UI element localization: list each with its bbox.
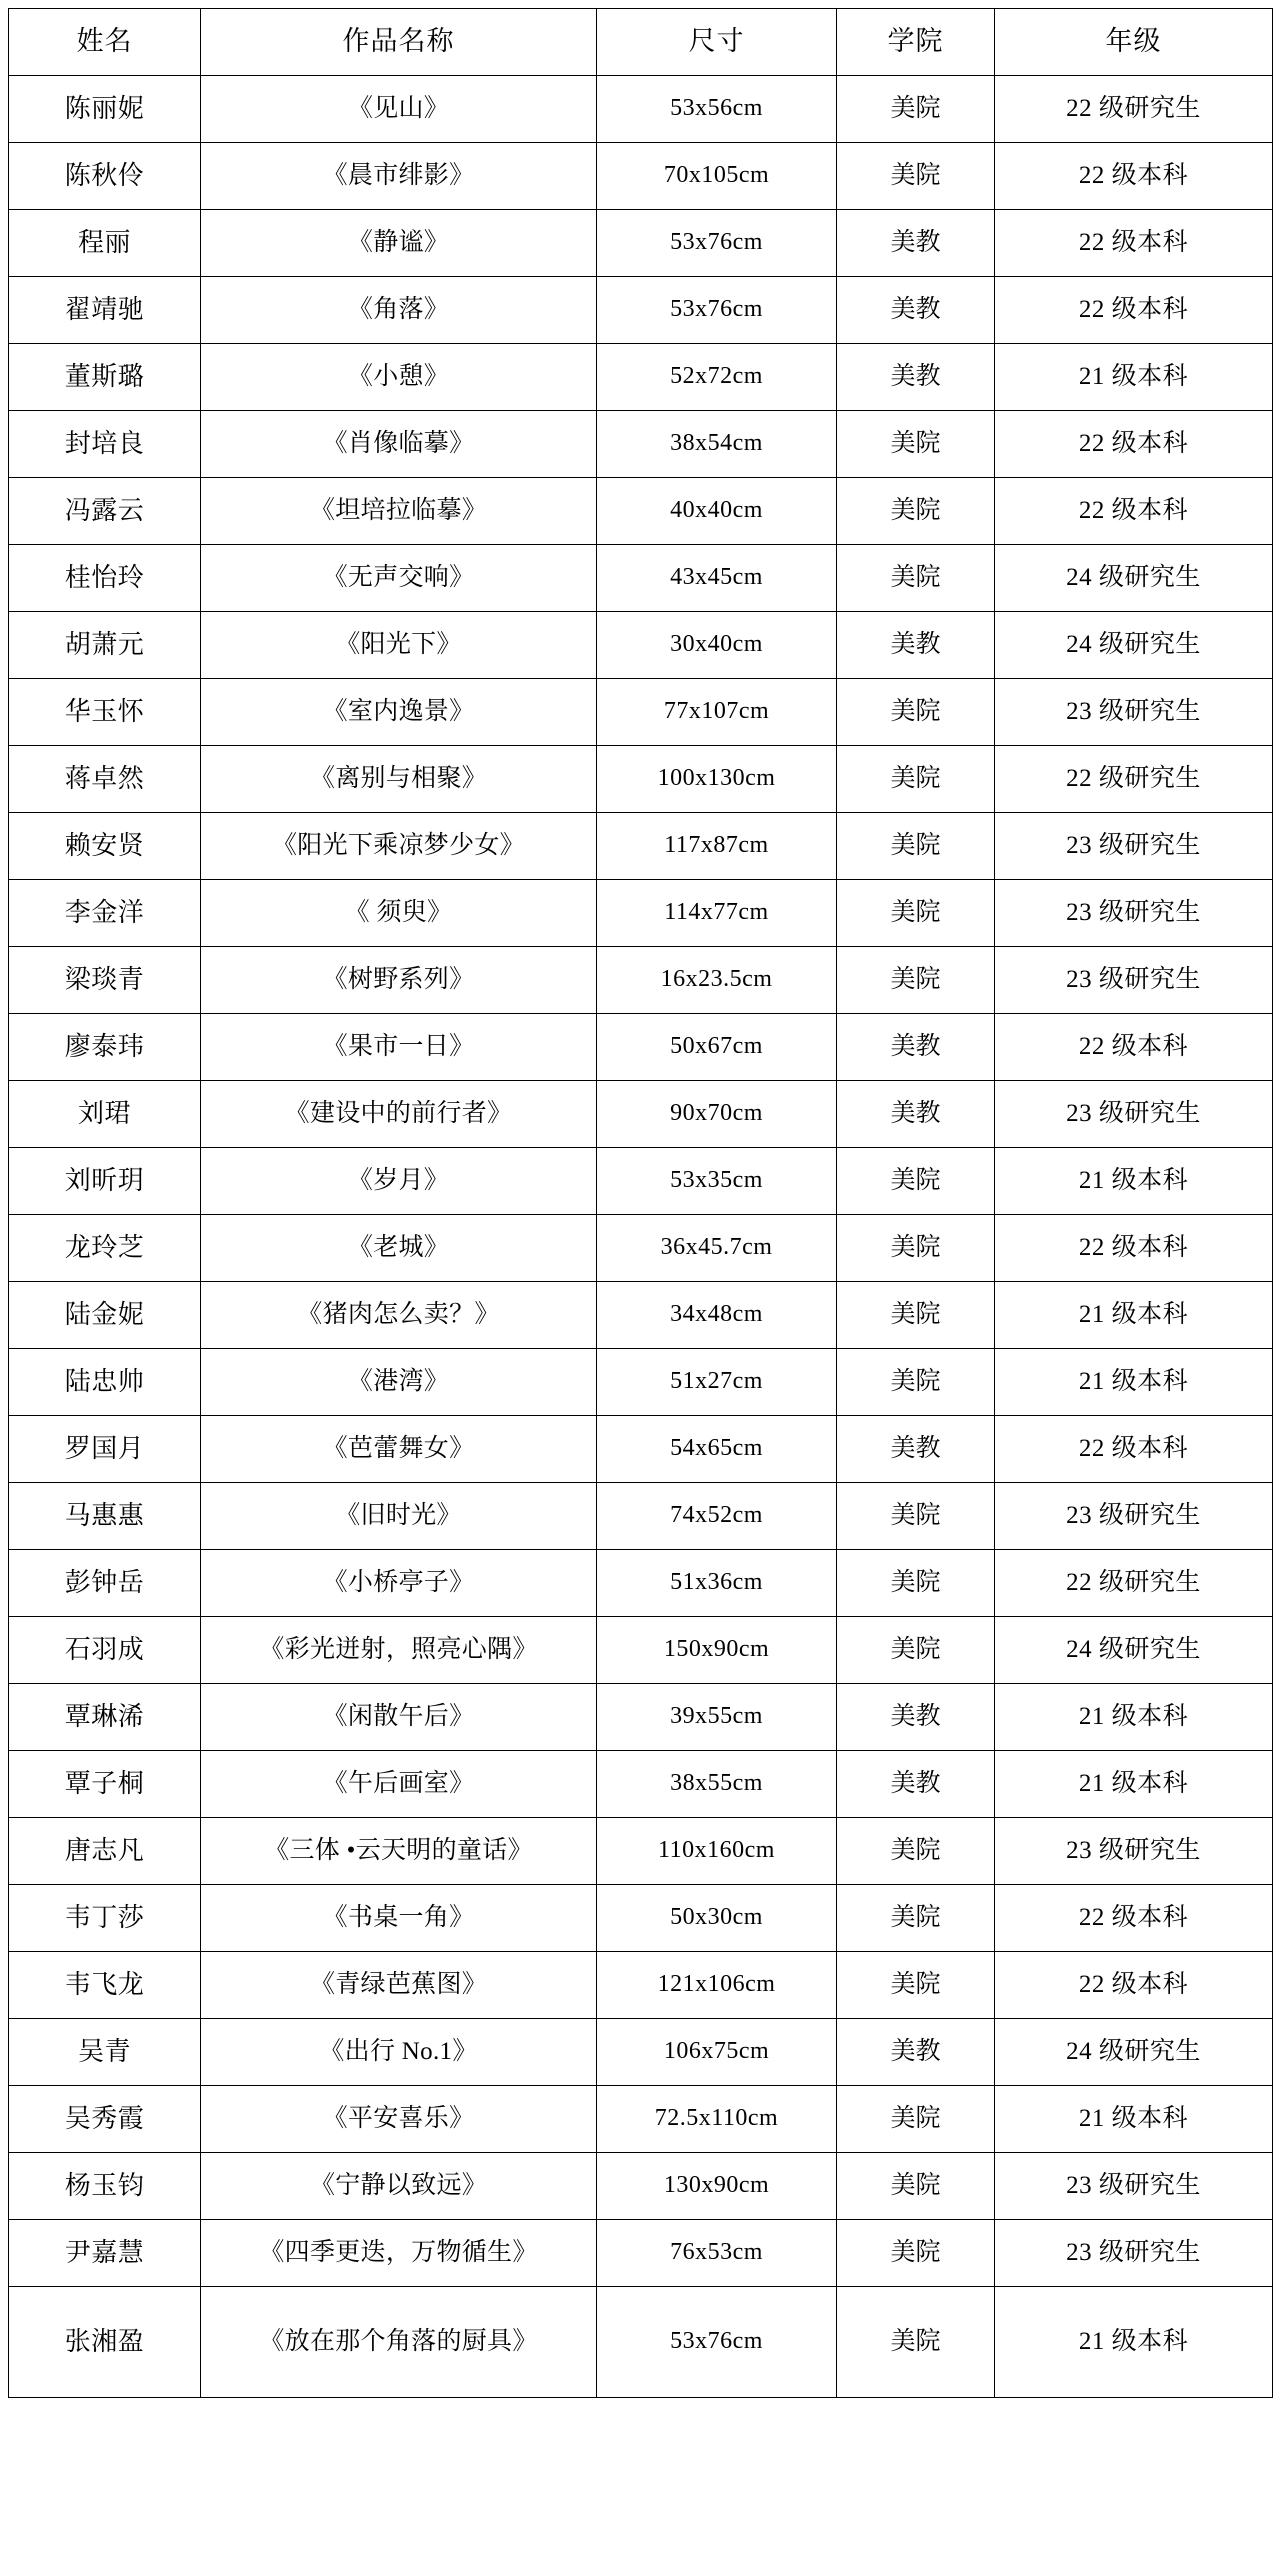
cell-title-text: 《三体 •云天明的童话》	[264, 1836, 533, 1864]
cell-title	[201, 679, 597, 746]
cell-school: 美院	[837, 746, 995, 813]
cell-title	[201, 1952, 597, 2019]
table-row	[9, 210, 1273, 277]
cell-school: 美院	[837, 2153, 995, 2220]
cell-title	[201, 344, 597, 411]
cell-title-text: 《见山》	[347, 94, 450, 122]
cell-size: 74x52cm	[597, 1483, 837, 1550]
cell-title-text: 《放在那个角落的厨具》	[259, 2327, 538, 2355]
cell-size: 51x36cm	[597, 1550, 837, 1617]
table-row	[9, 1081, 1273, 1148]
cell-title-text: 《坦培拉临摹》	[309, 496, 488, 524]
cell-title	[201, 612, 597, 679]
table-row	[9, 2086, 1273, 2153]
cell-name: 程丽	[9, 210, 201, 277]
cell-school: 美院	[837, 1148, 995, 1215]
cell-name: 华玉怀	[9, 679, 201, 746]
table-row	[9, 1550, 1273, 1617]
cell-title-text: 《猪肉怎么卖？》	[297, 1300, 500, 1328]
cell-size: 34x48cm	[597, 1282, 837, 1349]
cell-grade: 21 级本科	[995, 1282, 1273, 1349]
cell-size: 53x76cm	[597, 210, 837, 277]
cell-school: 美院	[837, 1550, 995, 1617]
cell-school: 美院	[837, 411, 995, 478]
cell-name: 龙玲芝	[9, 1215, 201, 1282]
cell-title-text: 《角落》	[347, 295, 450, 323]
cell-school: 美院	[837, 679, 995, 746]
cell-grade: 23 级研究生	[995, 1818, 1273, 1885]
cell-grade: 22 级本科	[995, 1215, 1273, 1282]
cell-title-text: 《书桌一角》	[322, 1903, 475, 1931]
cell-size: 90x70cm	[597, 1081, 837, 1148]
table-header	[9, 9, 1273, 76]
cell-school: 美院	[837, 880, 995, 947]
table-row	[9, 1617, 1273, 1684]
cell-title	[201, 1014, 597, 1081]
table-row	[9, 344, 1273, 411]
cell-size: 54x65cm	[597, 1416, 837, 1483]
cell-title-text: 《肖像临摹》	[322, 429, 475, 457]
cell-name: 翟靖驰	[9, 277, 201, 344]
cell-title	[201, 1483, 597, 1550]
cell-name: 彭钟岳	[9, 1550, 201, 1617]
cell-grade: 24 级研究生	[995, 1617, 1273, 1684]
cell-size: 117x87cm	[597, 813, 837, 880]
cell-title-text: 《平安喜乐》	[322, 2104, 475, 2132]
cell-title	[201, 746, 597, 813]
cell-grade: 22 级研究生	[995, 1550, 1273, 1617]
cell-grade: 21 级本科	[995, 1684, 1273, 1751]
cell-title	[201, 2220, 597, 2287]
cell-title-text: 《彩光迸射，照亮心隅》	[259, 1635, 538, 1663]
table-row	[9, 1416, 1273, 1483]
cell-title-text: 《离别与相聚》	[309, 764, 488, 792]
artwork-table	[8, 8, 1273, 2398]
cell-name: 杨玉钧	[9, 2153, 201, 2220]
cell-name: 唐志凡	[9, 1818, 201, 1885]
cell-name: 尹嘉慧	[9, 2220, 201, 2287]
column-header-grade: 年级	[995, 9, 1273, 76]
cell-title	[201, 2019, 597, 2086]
cell-school: 美院	[837, 1483, 995, 1550]
cell-grade: 24 级研究生	[995, 2019, 1273, 2086]
cell-school: 美院	[837, 1215, 995, 1282]
cell-size: 114x77cm	[597, 880, 837, 947]
cell-title-text: 《芭蕾舞女》	[322, 1434, 475, 1462]
column-header-size: 尺寸	[597, 9, 837, 76]
table-header-row	[9, 9, 1273, 76]
cell-name: 蒋卓然	[9, 746, 201, 813]
cell-grade: 21 级本科	[995, 344, 1273, 411]
cell-title	[201, 143, 597, 210]
cell-size: 38x54cm	[597, 411, 837, 478]
cell-school: 美院	[837, 813, 995, 880]
table-row	[9, 880, 1273, 947]
cell-grade: 24 级研究生	[995, 612, 1273, 679]
cell-school: 美教	[837, 2019, 995, 2086]
cell-school: 美院	[837, 545, 995, 612]
cell-title-text: 《建设中的前行者》	[284, 1099, 513, 1127]
cell-grade: 21 级本科	[995, 1349, 1273, 1416]
cell-school: 美院	[837, 1885, 995, 1952]
cell-name: 覃子桐	[9, 1751, 201, 1818]
cell-grade: 22 级本科	[995, 1885, 1273, 1952]
cell-name: 赖安贤	[9, 813, 201, 880]
cell-school: 美教	[837, 277, 995, 344]
cell-size: 77x107cm	[597, 679, 837, 746]
cell-name: 马惠惠	[9, 1483, 201, 1550]
table-row	[9, 478, 1273, 545]
table-row	[9, 2220, 1273, 2287]
cell-size: 150x90cm	[597, 1617, 837, 1684]
cell-grade: 23 级研究生	[995, 1483, 1273, 1550]
cell-size: 130x90cm	[597, 2153, 837, 2220]
cell-name: 梁琰青	[9, 947, 201, 1014]
cell-school: 美院	[837, 143, 995, 210]
cell-size: 43x45cm	[597, 545, 837, 612]
cell-grade: 21 级本科	[995, 1751, 1273, 1818]
table-row	[9, 1952, 1273, 2019]
cell-title	[201, 813, 597, 880]
cell-title-text: 《 须臾》	[344, 898, 453, 926]
cell-grade: 23 级研究生	[995, 813, 1273, 880]
table-row	[9, 1349, 1273, 1416]
cell-grade: 23 级研究生	[995, 880, 1273, 947]
cell-school: 美院	[837, 2220, 995, 2287]
cell-grade: 22 级本科	[995, 1014, 1273, 1081]
table-row	[9, 2019, 1273, 2086]
table-row	[9, 143, 1273, 210]
cell-title	[201, 2086, 597, 2153]
cell-name: 陈秋伶	[9, 143, 201, 210]
cell-title	[201, 1349, 597, 1416]
cell-title	[201, 1885, 597, 1952]
cell-grade: 22 级本科	[995, 1416, 1273, 1483]
cell-grade: 22 级本科	[995, 1952, 1273, 2019]
cell-grade: 22 级本科	[995, 411, 1273, 478]
cell-grade: 21 级本科	[995, 2287, 1273, 2398]
cell-grade: 23 级研究生	[995, 2220, 1273, 2287]
cell-title	[201, 1751, 597, 1818]
table-row	[9, 545, 1273, 612]
table-row	[9, 76, 1273, 143]
cell-title-text: 《无声交响》	[322, 563, 475, 591]
cell-school: 美教	[837, 612, 995, 679]
cell-title	[201, 210, 597, 277]
cell-title-text: 《青绿芭蕉图》	[309, 1970, 488, 1998]
cell-name: 陆忠帅	[9, 1349, 201, 1416]
cell-grade: 23 级研究生	[995, 2153, 1273, 2220]
table-row	[9, 1885, 1273, 1952]
table-row	[9, 2153, 1273, 2220]
cell-title-text: 《闲散午后》	[322, 1702, 475, 1730]
cell-grade: 21 级本科	[995, 1148, 1273, 1215]
cell-name: 刘昕玥	[9, 1148, 201, 1215]
cell-name: 廖泰玮	[9, 1014, 201, 1081]
table-row	[9, 1818, 1273, 1885]
cell-title	[201, 277, 597, 344]
table-row	[9, 1483, 1273, 1550]
cell-school: 美院	[837, 76, 995, 143]
cell-size: 38x55cm	[597, 1751, 837, 1818]
cell-name: 胡萧元	[9, 612, 201, 679]
cell-name: 石羽成	[9, 1617, 201, 1684]
cell-school: 美教	[837, 344, 995, 411]
cell-size: 72.5x110cm	[597, 2086, 837, 2153]
cell-title-text: 《树野系列》	[322, 965, 475, 993]
cell-title	[201, 478, 597, 545]
cell-title-text: 《静谧》	[347, 228, 450, 256]
cell-title-text: 《旧时光》	[335, 1501, 462, 1529]
cell-size: 53x76cm	[597, 277, 837, 344]
cell-title	[201, 1081, 597, 1148]
table-row	[9, 679, 1273, 746]
cell-size: 110x160cm	[597, 1818, 837, 1885]
cell-grade: 21 级本科	[995, 2086, 1273, 2153]
cell-size: 50x67cm	[597, 1014, 837, 1081]
cell-name: 韦丁莎	[9, 1885, 201, 1952]
cell-title	[201, 2153, 597, 2220]
table-row	[9, 1215, 1273, 1282]
cell-title	[201, 1684, 597, 1751]
cell-size: 52x72cm	[597, 344, 837, 411]
cell-grade: 22 级本科	[995, 277, 1273, 344]
cell-title-text: 《四季更迭，万物循生》	[259, 2238, 538, 2266]
cell-title	[201, 947, 597, 1014]
cell-size: 53x56cm	[597, 76, 837, 143]
cell-title	[201, 1818, 597, 1885]
cell-size: 53x76cm	[597, 2287, 837, 2398]
cell-school: 美院	[837, 2287, 995, 2398]
cell-grade: 22 级研究生	[995, 76, 1273, 143]
cell-size: 76x53cm	[597, 2220, 837, 2287]
cell-title-text: 《宁静以致远》	[309, 2171, 488, 2199]
cell-title-text: 《晨市绯影》	[322, 161, 475, 189]
cell-school: 美教	[837, 1684, 995, 1751]
cell-school: 美教	[837, 1081, 995, 1148]
cell-school: 美教	[837, 210, 995, 277]
table-row	[9, 1014, 1273, 1081]
table-row	[9, 612, 1273, 679]
cell-title-text: 《出行 No.1》	[319, 2037, 478, 2065]
table-row	[9, 1684, 1273, 1751]
cell-size: 16x23.5cm	[597, 947, 837, 1014]
cell-name: 韦飞龙	[9, 1952, 201, 2019]
cell-name: 覃琳浠	[9, 1684, 201, 1751]
cell-title-text: 《港湾》	[347, 1367, 450, 1395]
cell-title-text: 《室内逸景》	[322, 697, 475, 725]
cell-size: 121x106cm	[597, 1952, 837, 2019]
cell-size: 53x35cm	[597, 1148, 837, 1215]
cell-title	[201, 1416, 597, 1483]
cell-name: 罗国月	[9, 1416, 201, 1483]
cell-name: 李金洋	[9, 880, 201, 947]
table-row	[9, 411, 1273, 478]
table-body	[9, 76, 1273, 2398]
cell-title	[201, 1148, 597, 1215]
cell-grade: 23 级研究生	[995, 947, 1273, 1014]
table-row	[9, 1282, 1273, 1349]
cell-title	[201, 1550, 597, 1617]
cell-school: 美院	[837, 1952, 995, 2019]
cell-name: 冯露云	[9, 478, 201, 545]
cell-school: 美院	[837, 1349, 995, 1416]
cell-size: 30x40cm	[597, 612, 837, 679]
cell-size: 100x130cm	[597, 746, 837, 813]
column-header-school: 学院	[837, 9, 995, 76]
cell-school: 美院	[837, 2086, 995, 2153]
cell-title	[201, 545, 597, 612]
cell-school: 美教	[837, 1416, 995, 1483]
cell-name: 陈丽妮	[9, 76, 201, 143]
cell-grade: 23 级研究生	[995, 679, 1273, 746]
column-header-name: 姓名	[9, 9, 201, 76]
cell-name: 刘珺	[9, 1081, 201, 1148]
table-row	[9, 947, 1273, 1014]
cell-school: 美院	[837, 478, 995, 545]
cell-size: 70x105cm	[597, 143, 837, 210]
cell-title-text: 《午后画室》	[322, 1769, 475, 1797]
cell-title-text: 《阳光下》	[335, 630, 462, 658]
cell-school: 美教	[837, 1751, 995, 1818]
table-row	[9, 1148, 1273, 1215]
table-row	[9, 813, 1273, 880]
cell-title-text: 《阳光下乘凉梦少女》	[271, 831, 525, 859]
cell-title	[201, 76, 597, 143]
cell-grade: 22 级本科	[995, 143, 1273, 210]
cell-size: 51x27cm	[597, 1349, 837, 1416]
cell-title-text: 《小桥亭子》	[322, 1568, 475, 1596]
table-row	[9, 1751, 1273, 1818]
cell-size: 40x40cm	[597, 478, 837, 545]
cell-name: 桂怡玲	[9, 545, 201, 612]
cell-name: 张湘盈	[9, 2287, 201, 2398]
cell-title-text: 《岁月》	[347, 1166, 450, 1194]
table-row	[9, 2287, 1273, 2398]
cell-name: 陆金妮	[9, 1282, 201, 1349]
cell-size: 106x75cm	[597, 2019, 837, 2086]
cell-size: 36x45.7cm	[597, 1215, 837, 1282]
cell-title	[201, 1215, 597, 1282]
cell-grade: 24 级研究生	[995, 545, 1273, 612]
cell-title-text: 《果市一日》	[322, 1032, 475, 1060]
cell-name: 封培良	[9, 411, 201, 478]
cell-school: 美教	[837, 1014, 995, 1081]
table-row	[9, 746, 1273, 813]
cell-school: 美院	[837, 947, 995, 1014]
table-row	[9, 277, 1273, 344]
cell-title	[201, 1282, 597, 1349]
cell-grade: 22 级本科	[995, 210, 1273, 277]
cell-size: 39x55cm	[597, 1684, 837, 1751]
cell-name: 吴青	[9, 2019, 201, 2086]
cell-name: 董斯璐	[9, 344, 201, 411]
cell-title	[201, 2287, 597, 2398]
cell-title-text: 《小憩》	[347, 362, 450, 390]
cell-school: 美院	[837, 1282, 995, 1349]
cell-grade: 22 级本科	[995, 478, 1273, 545]
cell-school: 美院	[837, 1818, 995, 1885]
cell-school: 美院	[837, 1617, 995, 1684]
cell-title	[201, 1617, 597, 1684]
column-header-title: 作品名称	[201, 9, 597, 76]
cell-grade: 22 级研究生	[995, 746, 1273, 813]
cell-title-text: 《老城》	[347, 1233, 450, 1261]
cell-title	[201, 411, 597, 478]
cell-grade: 23 级研究生	[995, 1081, 1273, 1148]
cell-name: 吴秀霞	[9, 2086, 201, 2153]
cell-size: 50x30cm	[597, 1885, 837, 1952]
cell-title	[201, 880, 597, 947]
